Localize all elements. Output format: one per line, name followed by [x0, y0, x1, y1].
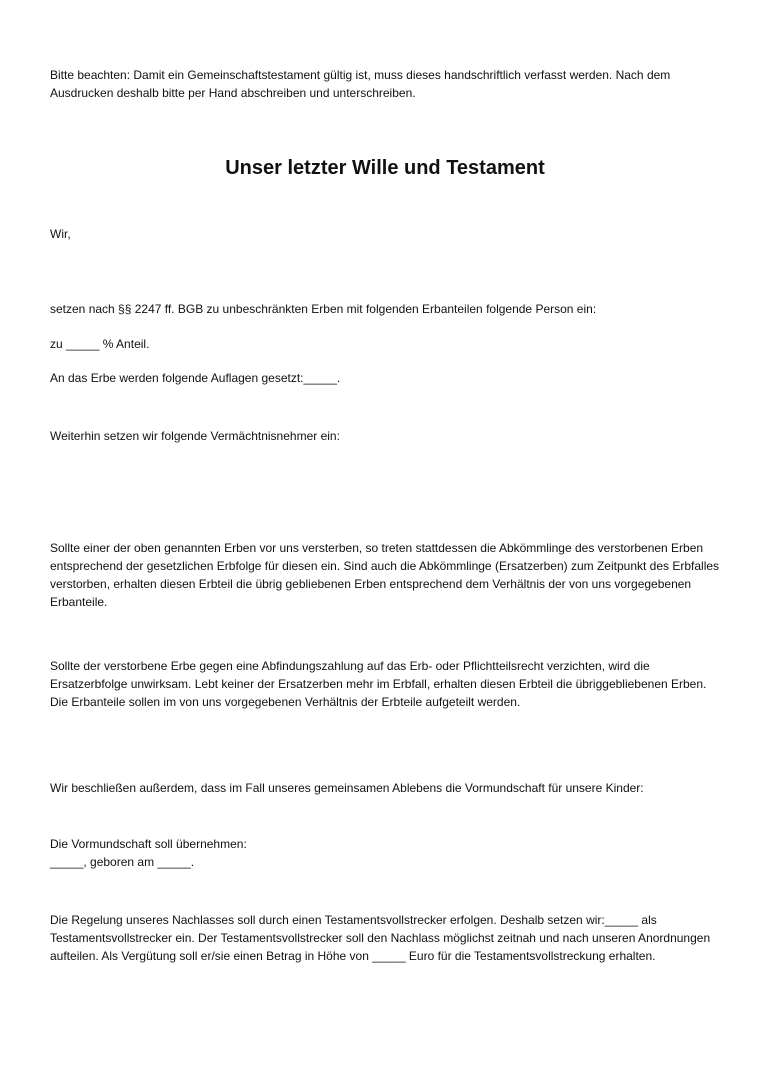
- testators-line: Wir,: [50, 227, 71, 241]
- handwriting-note: Bitte beachten: Damit ein Gemeinschaftstestament gültig ist, muss dieses handschriftlich verfasst werden. Nach dem Ausdrucken deshalb bitte per Hand abschreiben und unterschreiben.: [50, 68, 671, 100]
- waiver-paragraph: Sollte der verstorbene Erbe gegen eine Abfindungszahlung auf das Erb- oder Pflichtteilsrecht verzichten, wird die Ersatzerbfolge unwirksam. Lebt keiner der Ersatzerben mehr im Erbfall, erhalten diesen Erbteil die übriggebliebenen Erben. Die Erbanteile sollen im von uns vorgegebenen Verhältnis der Erbteile aufgeteilt werden.: [50, 659, 707, 709]
- document-title: Unser letzter Wille und Testament: [225, 157, 545, 179]
- guardian-details: _____, geboren am _____.: [50, 855, 195, 869]
- guardianship-paragraph: Wir beschließen außerdem, dass im Fall unseres gemeinsamen Ablebens die Vormundschaft für unsere Kinder:: [50, 781, 644, 795]
- heirs-clause: setzen nach §§ 2247 ff. BGB zu unbeschränkten Erben mit folgenden Erbanteilen folgende Person ein:: [50, 302, 597, 316]
- guardian-label: Die Vormundschaft soll übernehmen:: [50, 837, 247, 851]
- substitute-heirs-paragraph: Sollte einer der oben genannten Erben vor uns versterben, so treten stattdessen die Abkömmlinge des verstorbenen Erben entsprechend der gesetzlichen Erbfolge für diesen ein. Sind auch die Abkömmlinge (Ersatzerben) zum Zeitpunkt des Erbfalles verstorben, erhalten diesen Erbteil die übrig gebliebenen Erben entsprechend dem Verhältnis der von uns vorgegebenen Erbanteile.: [50, 541, 720, 609]
- executor-paragraph: Die Regelung unseres Nachlasses soll durch einen Testamentsvollstrecker erfolgen. Deshalb setzen wir:_____ als Testamentsvollstrecker ein. Der Testamentsvollstrecker soll den Nachlass möglichst zeitnah und nach unseren Anordnungen aufteilen. Als Vergütung soll er/sie einen Betrag in Höhe von _____ Euro für die Testamentsvollstreckung erhalten.: [50, 913, 711, 963]
- conditions-line: An das Erbe werden folgende Auflagen gesetzt:_____.: [50, 371, 341, 385]
- legatees-clause: Weiterhin setzen wir folgende Vermächtnisnehmer ein:: [50, 429, 340, 443]
- share-line: zu _____ % Anteil.: [50, 337, 150, 351]
- guardian-block: [50, 835, 720, 871]
